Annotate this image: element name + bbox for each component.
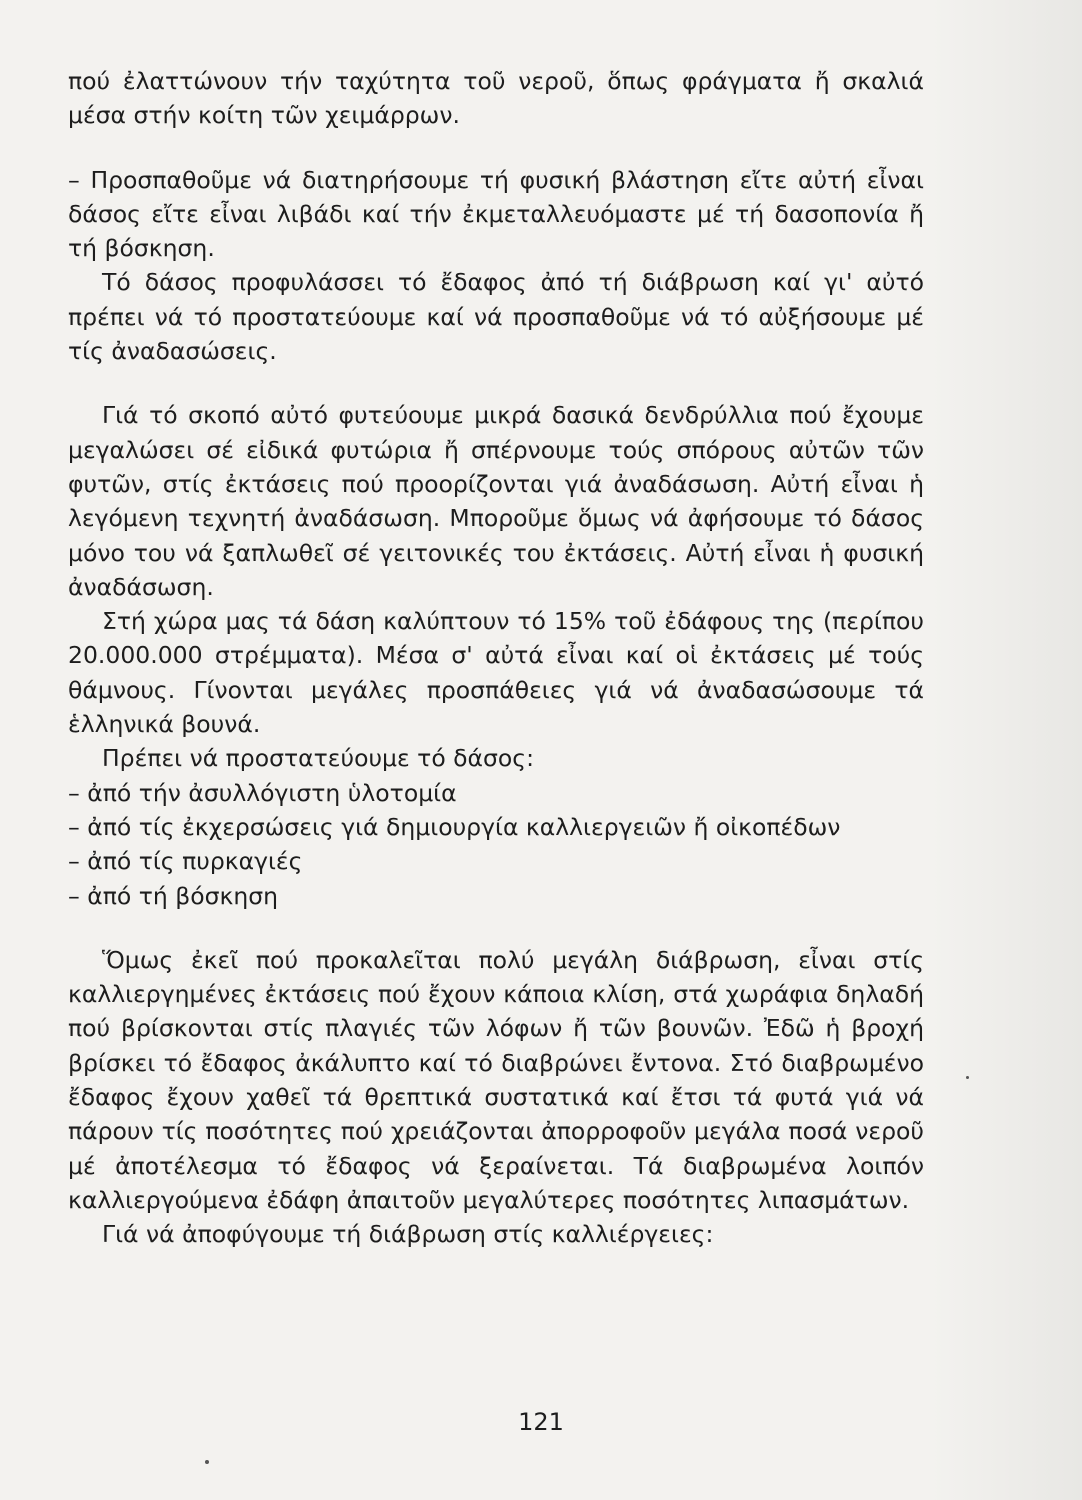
list-item: – ἀπό τίς πυρκαγιές — [68, 847, 303, 876]
list-item: – ἀπό τή βόσκηση — [68, 881, 279, 910]
paragraph-4: Γιά τό σκοπό αὐτό φυτεύουμε μικρά δασικά δενδρύλλια πού ἔχουμε μεγαλώσει σέ εἰδικά φυτώρια ἤ σπέρνουμε τούς σπόρους αὐτῶν τῶν φυτῶν, στίς ἐκτάσεις πού προορίζονται γιά ἀναδάσωση. Αὐτή εἶναι ἡ λεγόμενη τεχνητή ἀναδάσωση. Μποροῦμε ὅμως νά ἀφήσουμε τό δάσος μόνο του νά ξαπλωθεῖ σέ γειτονικές του ἐκτάσεις. Αὐτή εἶναι ἡ φυσική ἀναδάσωση. — [68, 401, 924, 601]
paragraph-2: – Προσπαθοῦμε νά διατηρήσουμε τή φυσική βλάστηση εἴτε αὐτή εἶναι δάσος εἴτε εἶναι λιβάδι καί τήν ἐκμεταλλευόμαστε μέ τή δασοπονία ἤ τή βόσκηση. — [68, 165, 924, 263]
page-body — [68, 64, 924, 1252]
list-item: – ἀπό τίς ἐκχερσώσεις γιά δημιουργία καλλιεργειῶν ἤ οἰκοπέδων — [68, 812, 841, 841]
paragraph-7: Ὅμως ἐκεῖ πού προκαλεῖται πολύ μεγάλη διάβρωση, εἶναι στίς καλλιεργημένες ἐκτάσεις πού ἔχουν κάποια κλίση, στά χωράφια δηλαδή πού βρίσκονται στίς πλαγιές τῶν λόφων ἤ τῶν βουνῶν. Ἐδῶ ἡ βροχή βρίσκει τό ἔδαφος ἀκάλυπτο καί τό διαβρώνει ἔντονα. Στό διαβρωμένο ἔδαφος ἔχουν χαθεῖ τά θρεπτικά συστατικά καί ἔτσι τά φυτά γιά νά πάρουν τίς ποσότητες πού χρειάζονται ἀπορροφοῦν μεγάλα ποσά νεροῦ μέ ἀποτέλεσμα τό ἔδαφος νά ξεραίνεται. Τά διαβρωμένα λοιπόν καλλιεργούμενα ἐδάφη ἀπαιτοῦν μεγαλύτερες ποσότητες λιπασμάτων. — [68, 945, 924, 1214]
scan-speck — [205, 1460, 209, 1464]
page-edge-shadow — [932, 0, 1082, 1500]
paragraph-6: Πρέπει νά προστατεύουμε τό δάσος: — [102, 744, 535, 773]
paragraph-8: Γιά νά ἀποφύγουμε τή διάβρωση στίς καλλιέργειες: — [102, 1220, 714, 1249]
scan-speck — [966, 1076, 969, 1079]
paragraph-3: Τό δάσος προφυλάσσει τό ἔδαφος ἀπό τή διάβρωση καί γι' αὐτό πρέπει νά τό προστατεύουμε καί νά προσπαθοῦμε νά τό αὐξήσουμε μέ τίς ἀναδασώσεις. — [68, 268, 924, 366]
list-item: – ἀπό τήν ἀσυλλόγιστη ὑλοτομία — [68, 778, 457, 807]
paragraph-5: Στή χώρα μας τά δάση καλύπτουν τό 15% τοῦ ἐδάφους της (περίπου 20.000.000 στρέμματα). Μέσα σ' αὐτά εἶναι καί οἱ ἐκτάσεις μέ τούς θάμνους. Γίνονται μεγάλες προσπάθειες γιά νά ἀναδασώσουμε τά ἑλληνικά βουνά. — [68, 607, 924, 739]
page-number: 121 — [518, 1408, 564, 1436]
paragraph-1: πού ἐλαττώνουν τήν ταχύτητα τοῦ νεροῦ, ὅπως φράγματα ἤ σκαλιά μέσα στήν κοίτη τῶν χειμάρρων. — [68, 67, 924, 130]
